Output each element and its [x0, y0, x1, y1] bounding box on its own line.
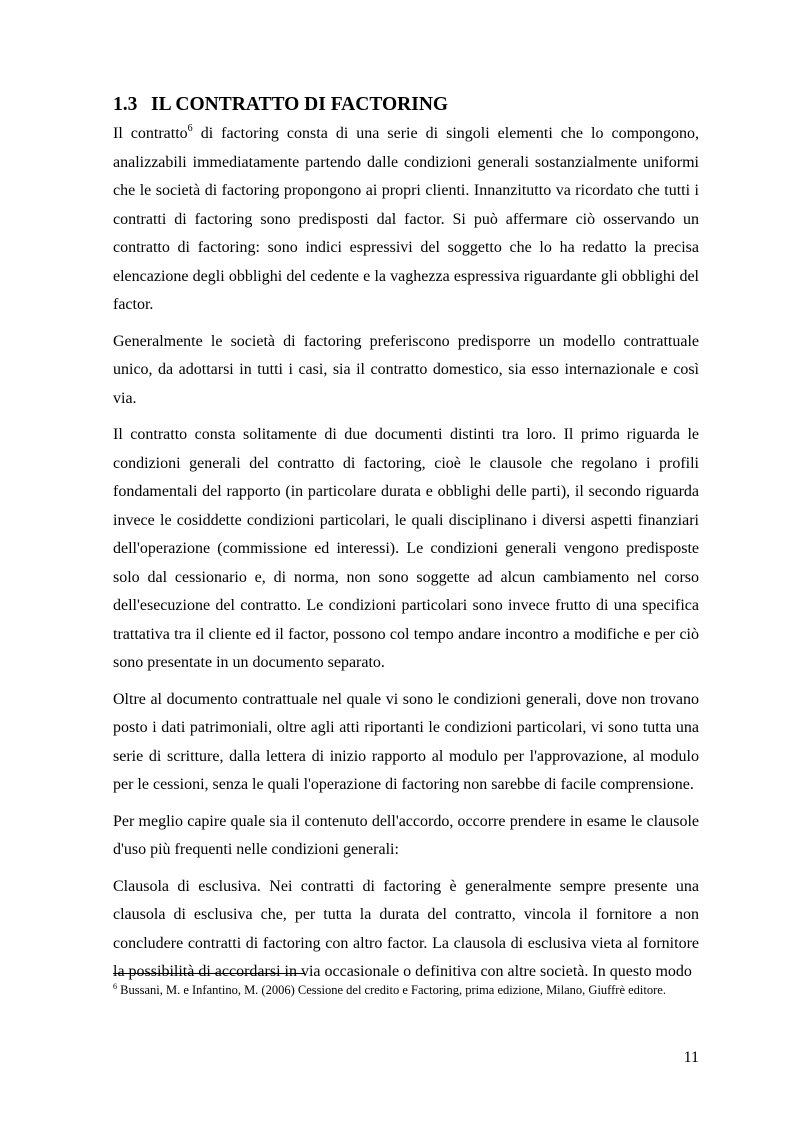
body-text	[113, 120, 699, 995]
paragraph-3: Il contratto consta solitamente di due documenti distinti tra loro. Il primo riguarda le condizioni generali del contratto di factoring, cioè le clausole che regolano i profili fondamentali del rapporto (in particolare durata e obblighi delle parti), il secondo riguarda invece le cosiddette condizioni particolari, le quali disciplinano i diversi aspetti finanziari dell'operazione (commissione ed interessi). Le condizioni generali vengono predisposte solo dal cessionario e, di norma, non sono soggette ad alcun cambiamento nel corso dell'esecuzione del contratto. Le condizioni particolari sono invece frutto di una specifica trattativa tra il cliente ed il factor, possono col tempo andare incontro a modifiche e per ciò sono presentate in un documento separato.	[113, 426, 699, 671]
footnote-text: Bussani, M. e Infantino, M. (2006) Cessione del credito e Factoring, prima edizione, Milano, Giuffrè editore.	[117, 983, 666, 997]
section-title: IL CONTRATTO DI FACTORING	[151, 94, 449, 115]
footnote-separator	[113, 973, 305, 974]
footnote-reference: 6	[187, 123, 193, 134]
footnote	[113, 982, 699, 998]
page-number: 11	[683, 1049, 699, 1066]
paragraph-2: Generalmente le società di factoring preferiscono predisporre un modello contrattuale unico, da adottarsi in tutti i casi, sia il contratto domestico, sia esso internazionale e così via.	[113, 332, 699, 407]
paragraph-6: Clausola di esclusiva. Nei contratti di factoring è generalmente sempre presente una clausola di esclusiva che, per tutta la durata del contratto, vincola il fornitore a non concludere contratti di factoring con altro factor. La clausola di esclusiva vieta al fornitore la possibilità di accordarsi in via occasionale o definitiva con altre società. In questo modo	[113, 877, 699, 980]
paragraph-1-rest: di factoring consta di una serie di singoli elementi che lo compongono, analizzabili immediatamente partendo dalle condizioni generali sostanzialmente uniformi che le società di factoring propongono ai propri clienti. Innanzitutto va ricordato che tutti i contratti di factoring sono predisposti dal factor. Si può affermare ciò osservando un contratto di factoring: sono indici espressivi del soggetto che lo ha redatto la precisa elencazione degli obblighi del cedente e la vaghezza espressiva riguardante gli obblighi del factor.	[113, 125, 700, 313]
paragraph-4: Oltre al documento contrattuale nel quale vi sono le condizioni generali, dove non trovano posto i dati patrimoniali, oltre agli atti riportanti le condizioni particolari, vi sono tutta una serie di scritture, dalla lettera di inizio rapporto al modulo per l'approvazione, al modulo per le cessioni, senza le quali l'operazione di factoring non sarebbe di facile comprensione.	[113, 690, 699, 793]
section-heading	[113, 92, 448, 118]
paragraph-1	[113, 120, 699, 320]
footnote-marker: 6	[113, 982, 117, 991]
paragraph-1-start: Il contratto	[113, 125, 188, 142]
section-number: 1.3	[113, 94, 138, 115]
paragraph-5: Per meglio capire quale sia il contenuto dell'accordo, occorre prendere in esame le clausole d'uso più frequenti nelle condizioni generali:	[113, 812, 699, 858]
